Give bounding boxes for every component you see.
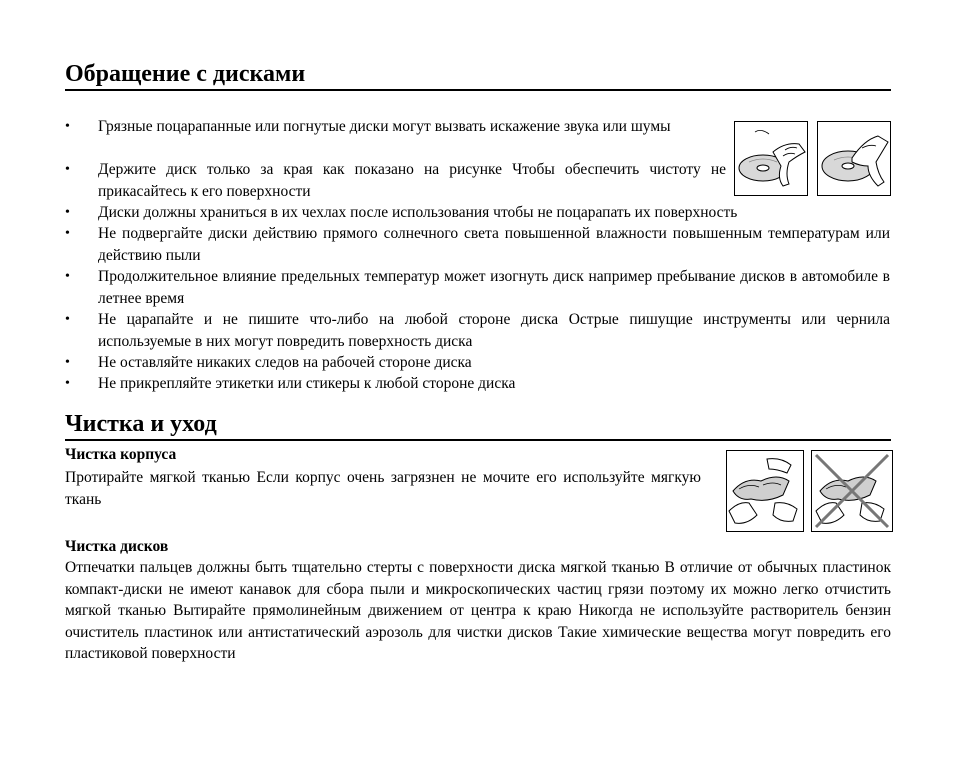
wet-cloth-prohibited-icon <box>811 450 893 532</box>
bullet: • <box>65 355 70 370</box>
bullet: • <box>65 376 70 391</box>
list-item: Грязные поцарапанные или погнутые диски могут вызвать искажение звука или шумы <box>98 118 671 135</box>
list-item: Не оставляйте никаких следов на рабочей стороне диска <box>98 354 472 371</box>
subheading-disc-cleaning: Чистка дисков <box>65 538 169 555</box>
section-title-disc-handling: Обращение с дисками <box>65 60 891 91</box>
disc-cleaning-text: Отпечатки пальцев должны быть тщательно стерты с поверхности диска мягкой тканью В отличие от обычных пластинок компакт-диски не имеют канавок для сбора пыли и микроскопических частиц грязи поэтому их можно легко отчистить мягкой тканью Вытирайте прямолинейным движением от центра к краю Никогда не используйте растворитель бензин очиститель пластинок или антистатический аэрозоль для чистки дисков Такие химические вещества могут повредить его пластиковой поверхности <box>65 559 891 662</box>
subheading-body-cleaning: Чистка корпуса <box>65 446 177 463</box>
list-item: Держите диск только за края как показано на рисунке Чтобы обеспечить чистоту не прикасайтесь к его поверхности <box>98 161 726 200</box>
hand-holding-disc-edge-icon <box>734 121 808 196</box>
list-item: Не подвергайте диски действию прямого солнечного света повышенной влажности повышенным температурам или действию пыли <box>98 225 890 264</box>
section-title-cleaning-care: Чистка и уход <box>65 410 891 441</box>
list-item: Продолжительное влияние предельных температур может изогнуть диск например пребывание дисков в автомобиле в летнее время <box>98 268 890 307</box>
bullet: • <box>65 226 70 241</box>
bullet: • <box>65 119 70 134</box>
finger-on-disc-surface-icon <box>817 121 891 196</box>
bullet: • <box>65 205 70 220</box>
list-item: Не царапайте и не пишите что-либо на любой стороне диска Острые пишущие инструменты или чернила используемые в них могут повредить поверхность диска <box>98 311 890 350</box>
bullet: • <box>65 269 70 284</box>
hands-wiping-cloth-icon <box>726 450 804 532</box>
bullet: • <box>65 312 70 327</box>
list-item: Не прикрепляйте этикетки или стикеры к любой стороне диска <box>98 375 516 392</box>
list-item: Диски должны храниться в их чехлах после использования чтобы не поцарапать их поверхность <box>98 204 738 221</box>
bullet: • <box>65 162 70 177</box>
body-cleaning-text: Протирайте мягкой тканью Если корпус очень загрязнен не мочите его используйте мягкую ткань <box>65 469 701 508</box>
